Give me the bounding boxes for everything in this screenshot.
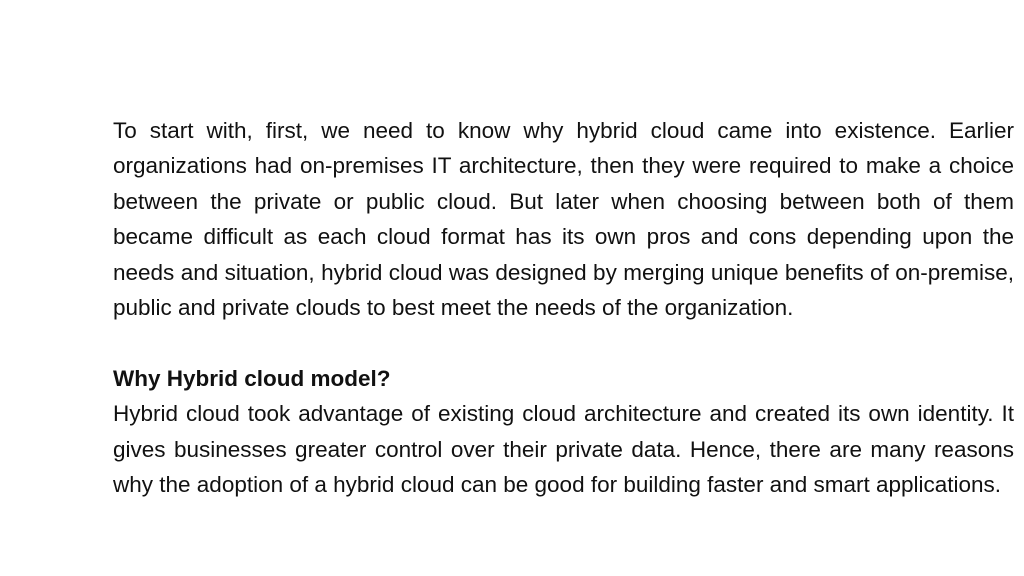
section-paragraph: Hybrid cloud took advantage of existing cloud architecture and created its own identity. It gives businesses greater control over their private data. Hence, there are many reasons why the adoption of a hybrid cloud can be good for building faster and smart applications. — [113, 401, 1014, 498]
section-heading: Why Hybrid cloud model? — [113, 365, 391, 391]
intro-paragraph: To start with, first, we need to know why hybrid cloud came into existence. Earlier organizations had on-premises IT architecture, then they were required to make a choice between the private or public cloud. But later when choosing between both of them became difficult as each cloud format has its own pros and cons depending upon the needs and situation, hybrid cloud was designed by merging unique benefits of on-premise, public and private clouds to best meet the needs of the organization. — [113, 118, 1014, 321]
paragraph-spacer — [113, 325, 1014, 360]
document-body — [113, 113, 1014, 502]
